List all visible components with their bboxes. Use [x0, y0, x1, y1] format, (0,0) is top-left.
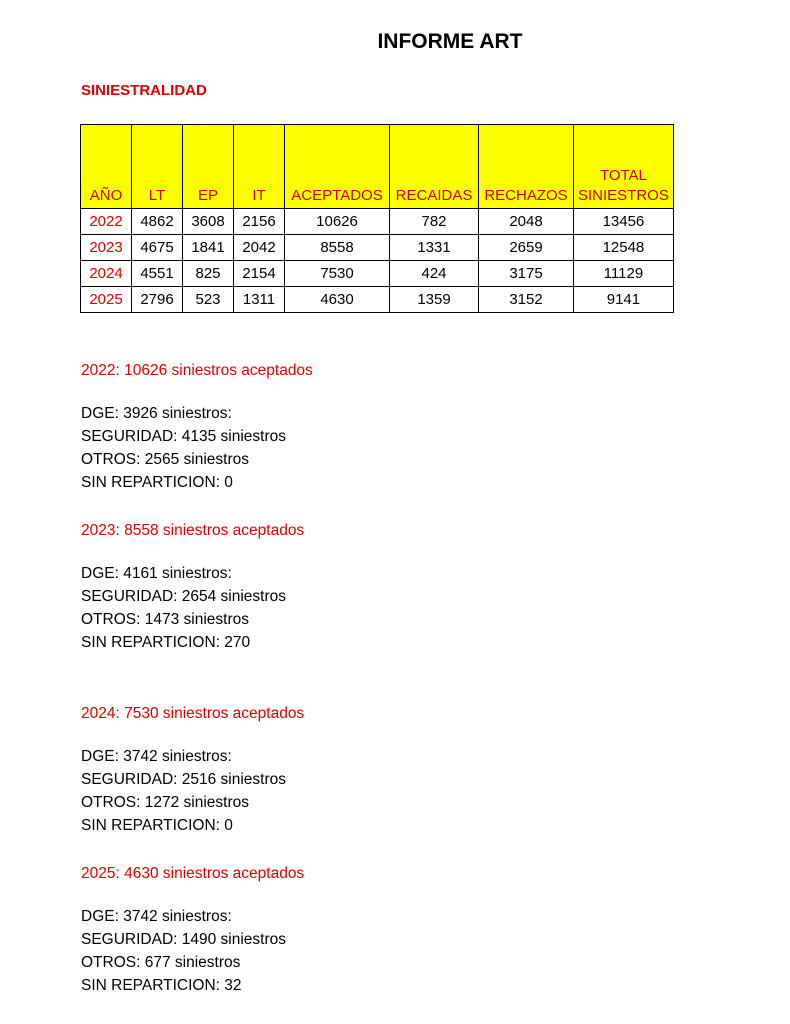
seguridad-line: SEGURIDAD: 1490 siniestros [81, 931, 287, 948]
otros-line: OTROS: 2565 siniestros [81, 451, 249, 468]
cell-aceptados: 4630 [285, 287, 390, 313]
cell-rechazos: 2659 [479, 235, 574, 261]
cell-lt: 4675 [132, 235, 183, 261]
cell-recaidas: 1331 [390, 235, 479, 261]
seguridad-line: SEGURIDAD: 4135 siniestros [81, 428, 287, 445]
cell-it: 2154 [234, 261, 285, 287]
cell-rechazos: 3152 [479, 287, 574, 313]
dge-line: DGE: 3926 siniestros: [81, 405, 232, 422]
cell-lt: 4551 [132, 261, 183, 287]
cell-year: 2022 [81, 209, 132, 235]
cell-aceptados: 10626 [285, 209, 390, 235]
cell-year: 2024 [81, 261, 132, 287]
header-it: IT [234, 125, 285, 209]
header-rechazos: RECHAZOS [479, 125, 574, 209]
cell-ep: 825 [183, 261, 234, 287]
seguridad-line: SEGURIDAD: 2516 siniestros [81, 771, 287, 788]
cell-ep: 523 [183, 287, 234, 313]
cell-it: 2156 [234, 209, 285, 235]
header-recaidas: RECAIDAS [390, 125, 479, 209]
table-row [81, 235, 674, 261]
page-title: INFORME ART [377, 30, 523, 53]
cell-year: 2025 [81, 287, 132, 313]
table-row [81, 209, 674, 235]
otros-line: OTROS: 677 siniestros [81, 954, 241, 971]
seguridad-line: SEGURIDAD: 2654 siniestros [81, 588, 287, 605]
otros-line: OTROS: 1473 siniestros [81, 611, 249, 628]
cell-total: 11129 [574, 261, 674, 287]
table-header-row [81, 125, 674, 209]
cell-it: 1311 [234, 287, 285, 313]
year-heading: 2024: 7530 siniestros aceptados [81, 705, 305, 722]
cell-aceptados: 8558 [285, 235, 390, 261]
header-lt: LT [132, 125, 183, 209]
otros-line: OTROS: 1272 siniestros [81, 794, 249, 811]
header-total-siniestros: TOTAL SINIESTROS [574, 125, 674, 209]
cell-year: 2023 [81, 235, 132, 261]
year-heading: 2023: 8558 siniestros aceptados [81, 522, 305, 539]
cell-recaidas: 782 [390, 209, 479, 235]
cell-total: 13456 [574, 209, 674, 235]
dge-line: DGE: 3742 siniestros: [81, 748, 232, 765]
cell-it: 2042 [234, 235, 285, 261]
year-summary-2024 [81, 705, 304, 837]
header-aceptados: ACEPTADOS [285, 125, 390, 209]
cell-aceptados: 7530 [285, 261, 390, 287]
sin-reparticion-line: SIN REPARTICION: 0 [81, 817, 233, 834]
cell-recaidas: 1359 [390, 287, 479, 313]
section-title: SINIESTRALIDAD [81, 82, 207, 99]
dge-line: DGE: 3742 siniestros: [81, 908, 232, 925]
header-ep: EP [183, 125, 234, 209]
dge-line: DGE: 4161 siniestros: [81, 565, 232, 582]
year-summary-2023 [81, 522, 304, 654]
year-heading: 2025: 4630 siniestros aceptados [81, 865, 305, 882]
sin-reparticion-line: SIN REPARTICION: 0 [81, 474, 233, 491]
cell-recaidas: 424 [390, 261, 479, 287]
header-anio: AÑO [81, 125, 132, 209]
cell-ep: 1841 [183, 235, 234, 261]
sin-reparticion-line: SIN REPARTICION: 270 [81, 634, 251, 651]
cell-rechazos: 2048 [479, 209, 574, 235]
year-heading: 2022: 10626 siniestros aceptados [81, 362, 313, 379]
year-summary-2022 [81, 362, 313, 494]
cell-ep: 3608 [183, 209, 234, 235]
table-row [81, 261, 674, 287]
cell-total: 12548 [574, 235, 674, 261]
cell-total: 9141 [574, 287, 674, 313]
cell-lt: 2796 [132, 287, 183, 313]
cell-lt: 4862 [132, 209, 183, 235]
sin-reparticion-line: SIN REPARTICION: 32 [81, 977, 242, 994]
siniestralidad-table [80, 124, 674, 313]
year-summary-2025 [81, 865, 304, 997]
cell-rechazos: 3175 [479, 261, 574, 287]
table-row [81, 287, 674, 313]
